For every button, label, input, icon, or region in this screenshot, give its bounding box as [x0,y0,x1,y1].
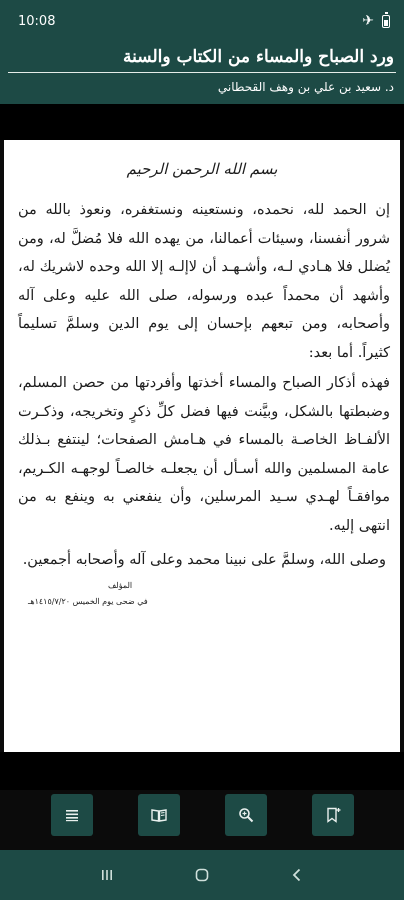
book-author: د. سعيد بن علي بن وهف القحطاني [217,80,394,94]
book-title: ورد الصباح والمساء من الكتاب والسنة [123,47,394,67]
status-bar [0,0,404,42]
bookmark-button[interactable] [312,794,354,836]
book-page[interactable] [4,140,400,752]
author-signature [4,578,400,610]
list-icon [63,806,81,824]
page-body [4,196,400,540]
airplane-icon: ✈ [362,13,374,29]
open-book-icon [150,806,168,824]
status-icons [362,13,390,29]
paragraph: إن الحمد لله، نحمده، ونستعينه ونستغفره، ونعوذ بالله من شرور أنفسنا، وسيئات أعمالنا، من يهده الله فلا مُضلَّ له، ومن يُضلل فلا هـادي لـه، وأشـهـد أن لاإلـه إلا الله وحده لاشريك له، وأشهد أن محمداً عبده ورسوله، صلى الله عليه وعلى آله وأصحابه، ومن تبعهم بإحسان إلى يوم الدين وسلمَّ تسليماً كثيراً. أما بعد: [18,202,390,361]
home-icon[interactable] [193,866,211,884]
status-time: 10:08 [18,13,56,29]
bottom-toolbar [0,790,404,846]
zoom-icon [237,806,255,824]
recent-apps-icon[interactable] [98,866,116,884]
top-margin [0,104,404,140]
back-icon[interactable] [288,866,306,884]
author-label: المؤلف [108,581,133,590]
paragraph: فهذه أذكار الصباح والمساء أخذتها وأفردتها من حصن المسلم، وضبطتها بالشكل، وبيَّنت فيها فضل كلِّ ذكرٍ وتخريجه، وذكـرت الألفـاظ الخاصـة بالمساء في هـامش الصفحات؛ لينتفع بـذلك عامة المسلمين والله أسـأل أن يجعلـه خالصـاً لوجهـه الكـريم، موافقـاً لهـدي سـيد المرسلين، وأن ينفعني به وينفع به من انتهى إليه. [18,375,390,534]
bookmark-add-icon [324,806,342,824]
app-header [0,42,404,104]
battery-icon [382,15,390,28]
menu-button[interactable] [51,794,93,836]
system-nav-bar [0,850,404,900]
basmala: بسم الله الرحمن الرحيم [126,160,278,178]
date-line: في ضحى يوم الخميس ١٤١٥/٧/٢٠هـ [28,597,148,606]
bottom-margin [0,752,404,790]
book-button[interactable] [138,794,180,836]
signoff: وصلى الله، وسلمَّ على نبينا محمد وعلى آله وأصحابه أجمعين. [22,552,386,568]
search-button[interactable] [225,794,267,836]
